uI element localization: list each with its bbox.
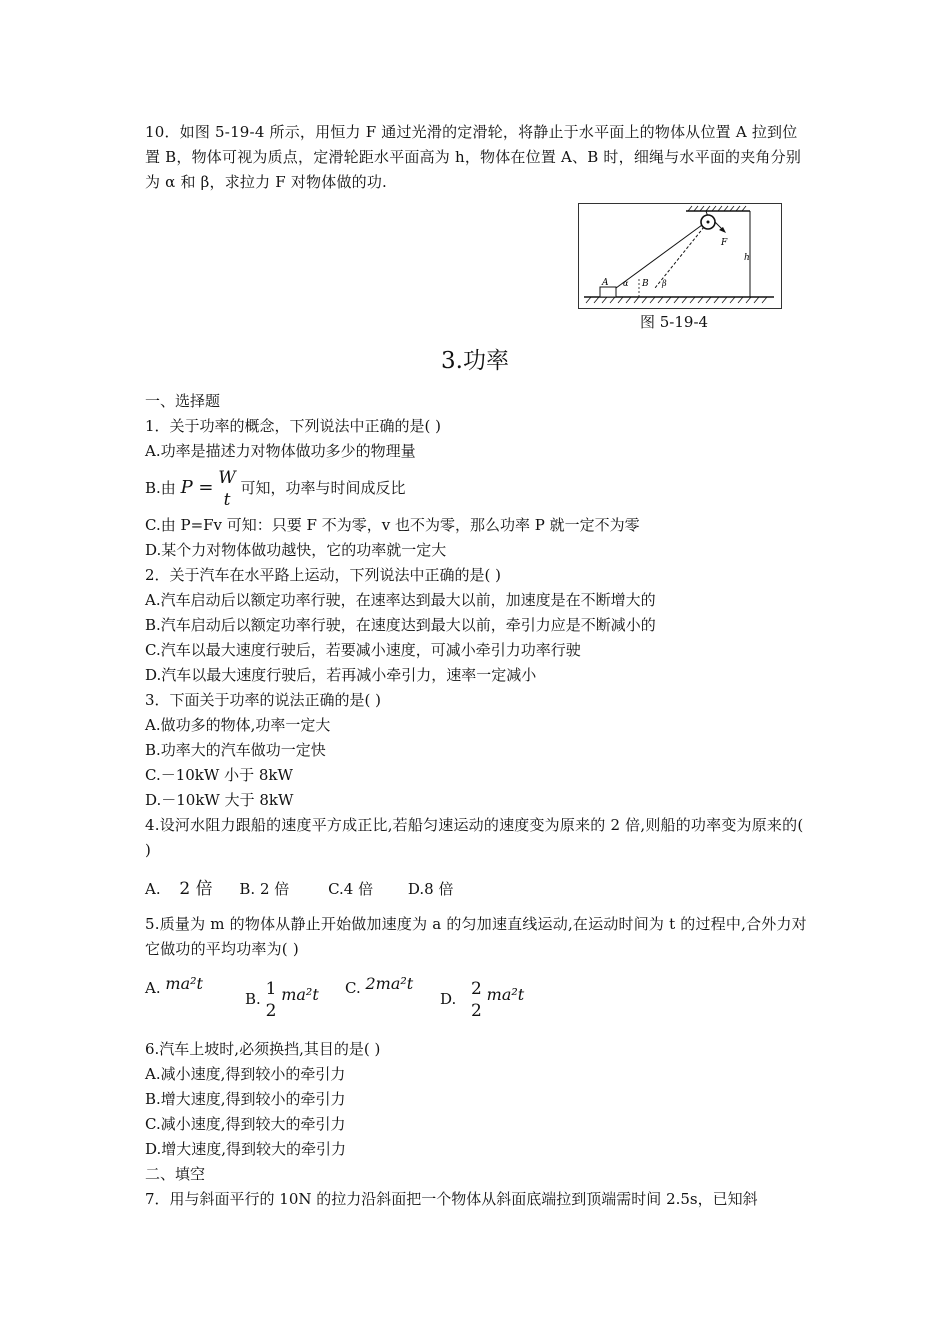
q5-c-label: C. — [345, 979, 361, 997]
q2-stem: 2．关于汽车在水平路上运动，下列说法中正确的是( ) — [145, 566, 502, 584]
question-10: 10．如图 5-19-4 所示，用恒力 F 通过光滑的定滑轮，将静止于水平面上的物体从位置 A 拉到位置 B，物体可视为质点，定滑轮距水平面高为 h，物体在位置 A、B 时，细绳与水平面的夹角分别为 α 和 β，求拉力 F 对物体做的功. — [145, 123, 802, 191]
q3-option-c: C.－10kW 小于 8kW — [145, 766, 293, 784]
q5-b-fraction — [266, 978, 277, 1022]
q1-b-suffix: 可知，功率与时间成反比 — [240, 479, 406, 497]
q6-option-c: C.减小速度,得到较大的牵引力 — [145, 1115, 346, 1133]
q5-d-label: D. — [440, 990, 457, 1008]
q1-option-a: A.功率是描述力对物体做功多少的物理量 — [145, 442, 416, 460]
q4-option-a-value: 2 倍 — [179, 879, 213, 899]
q3-stem: 3．下面关于功率的说法正确的是( ) — [145, 691, 382, 709]
q5-d-fraction — [471, 978, 482, 1022]
q3-option-b: B.功率大的汽车做功一定快 — [145, 741, 326, 759]
q1-b-den: t — [223, 490, 231, 510]
q1-b-formula-lhs: P = — [180, 477, 214, 498]
q1-b-num: W — [218, 468, 236, 488]
label-h: h — [744, 253, 750, 263]
q3-option-d: D.－10kW 大于 8kW — [145, 791, 294, 809]
q4-option-b: B. 2 倍 — [239, 880, 290, 898]
q1-option-b — [145, 466, 406, 511]
q4-stem: 4.设河水阻力跟船的速度平方成正比,若船匀速运动的速度变为原来的 2 倍,则船的功率变为原来的( ) — [145, 816, 804, 859]
q5-b-expr: ma²t — [281, 985, 319, 1004]
label-beta: β — [662, 279, 667, 288]
q3-option-a: A.做功多的物体,功率一定大 — [145, 716, 331, 734]
q2-option-c: C.汽车以最大速度行驶后，若要减小速度，可减小牵引力功率行驶 — [145, 641, 581, 659]
figure-caption: 图 5-19-4 — [640, 313, 709, 331]
label-B: B — [642, 279, 649, 289]
q5-b-label: B. — [245, 990, 261, 1008]
q5-option-c — [345, 974, 414, 997]
q5-a-expr: ma²t — [165, 974, 203, 993]
q1-option-c: C.由 P=Fv 可知：只要 F 不为零，v 也不为零，那么功率 P 就一定不为零 — [145, 516, 640, 534]
q5-c-expr: 2ma²t — [365, 974, 414, 993]
label-alpha: α — [623, 279, 629, 288]
q4-option-c: C.4 倍 — [328, 880, 374, 898]
q4-option-a-label: A. — [145, 880, 161, 898]
q7-text: 7．用与斜面平行的 10N 的拉力沿斜面把一个物体从斜面底端拉到顶端需时间 2.5s，已知斜 — [145, 1190, 758, 1208]
q5-b-num: 1 — [265, 979, 277, 999]
q5-a-label: A. — [145, 979, 161, 997]
section-title: 3.功率 — [441, 348, 509, 374]
part2-heading: 二、填空 — [145, 1165, 206, 1183]
q5-d-den: 2 — [471, 1001, 482, 1021]
q5-b-den: 2 — [265, 1001, 277, 1021]
pulley-figure — [578, 203, 782, 309]
part1-heading: 一、选择题 — [145, 392, 221, 410]
label-A: A — [602, 278, 609, 288]
q5-option-d — [440, 978, 524, 1022]
q5-option-a — [145, 974, 203, 997]
q6-option-d: D.增大速度,得到较大的牵引力 — [145, 1140, 347, 1158]
q2-option-d: D.汽车以最大速度行驶后，若再减小牵引力，速率一定减小 — [145, 666, 537, 684]
q1-b-prefix: B.由 — [145, 479, 176, 497]
q2-option-a: A.汽车启动后以额定功率行驶，在速率达到最大以前，加速度是在不断增大的 — [145, 591, 656, 609]
q5-option-b — [245, 978, 319, 1022]
q4-options — [145, 877, 453, 902]
q6-option-a: A.减小速度,得到较小的牵引力 — [145, 1065, 346, 1083]
q2-option-b: B.汽车启动后以额定功率行驶，在速度达到最大以前，牵引力应是不断减小的 — [145, 616, 656, 634]
q5-stem: 5.质量为 m 的物体从静止开始做加速度为 a 的匀加速直线运动,在运动时间为 t 的过程中,合外力对它做功的平均功率为( ) — [145, 915, 807, 958]
q1-b-fraction — [218, 467, 235, 511]
q6-stem: 6.汽车上坡时,必须换挡,其目的是( ) — [145, 1040, 381, 1058]
label-F: F — [721, 238, 728, 248]
q1-stem: 1．关于功率的概念，下列说法中正确的是( ) — [145, 417, 442, 435]
q5-d-expr: ma²t — [486, 985, 525, 1004]
q1-option-d: D.某个力对物体做功越快，它的功率就一定大 — [145, 541, 447, 559]
q6-option-b: B.增大速度,得到较小的牵引力 — [145, 1090, 346, 1108]
q5-d-num: 2 — [471, 979, 482, 999]
q4-option-d: D.8 倍 — [407, 880, 454, 898]
